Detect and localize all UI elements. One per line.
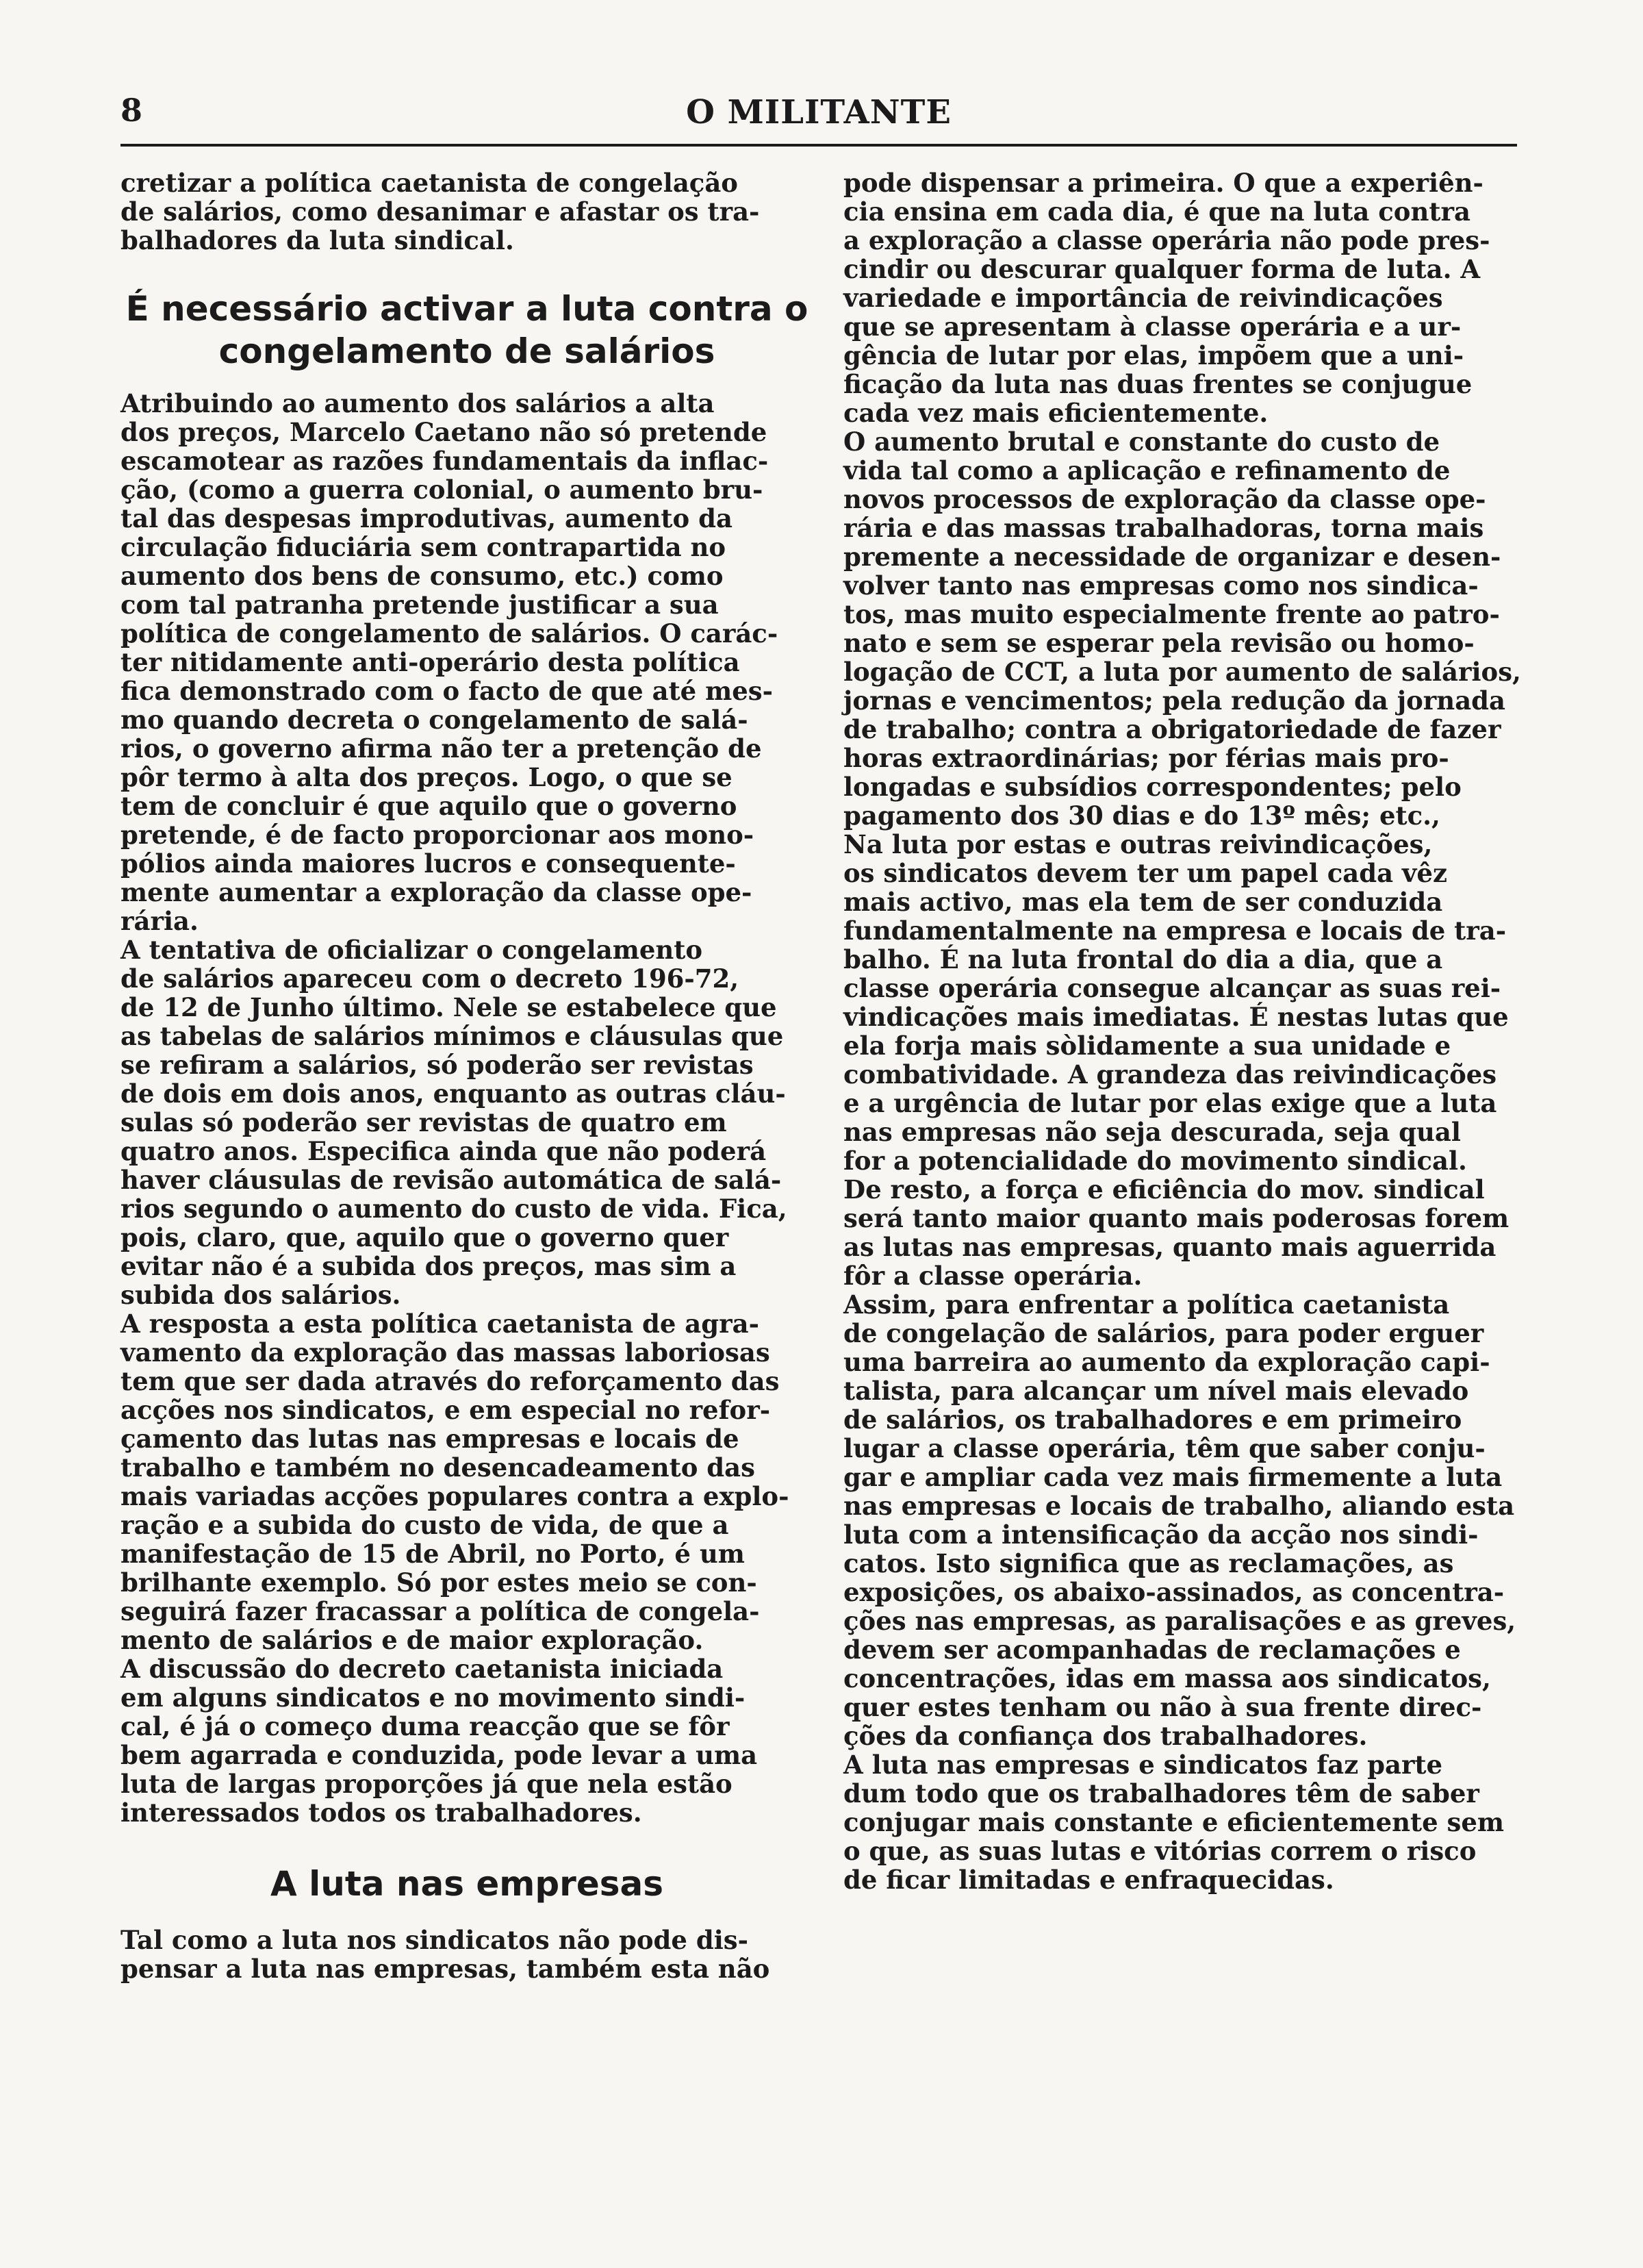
page-header	[120, 88, 1517, 147]
left-column	[120, 168, 813, 1983]
section-heading-wage-freeze: É necessário activar a luta contra o congelamento de salários	[125, 289, 808, 371]
paragraph: pode dispensar a primeira. O que a experiên- cia ensina em cada dia, é que na luta contra a exploração a classe operária não pode pres- cindir ou descurar qualquer forma de luta. A variedade e importância de reivindicações que se apresentam à classe operária e a ur- gência de lutar por elas, impõem que a uni- ficação da luta nas duas frentes se conjugue cada vez mais eficientemente.	[843, 168, 1490, 428]
paragraph: Tal como a luta nos sindicatos não pode dis- pensar a luta nas empresas, também esta não	[120, 1925, 770, 1984]
paragraph: Atribuindo ao aumento dos salários a alta dos preços, Marcelo Caetano não só pretende escamotear as razões fundamentais da inflac- ção, (como a guerra colonial, o aumento bru- tal das despesas improdutivas, aumento da circulação fiduciária sem contrapartida no aumento dos bens de consumo, etc.) como com tal patranha pretende justificar a sua política de congelamento de salários. O carác- ter nitidamente anti-operário desta política fica demonstrado com o facto de que até mes- mo quando decreta o congelamento de salá- rios, o governo afirma não ter a pretenção de pôr termo à alta dos preços. Logo, o que se tem de concluir é que aquilo que o governo pretende, é de facto proporcionar aos mono- pólios ainda maiores lucros e consequente- mente aumentar a exploração da classe ope- rária.	[120, 388, 778, 936]
paragraph: O aumento brutal e constante do custo de vida tal como a aplicação e refinamento de novos processos de exploração da classe ope- rária e das massas trabalhadoras, torna mais premente a necessidade de organizar e desen- volver tanto nas empresas como nos sindica- tos, mas muito especialmente frente ao patro- nato e sem se esperar pela revisão ou homo- logação de CCT, a luta por aumento de salários, jornas e vencimentos; pela redução da jornada de trabalho; contra a obrigatoriedade de fazer horas extraordinárias; por férias mais pro- longadas e subsídios correspondentes; pelo pagamento dos 30 dias e do 13º mês; etc.,	[843, 427, 1521, 831]
page-number: 8	[120, 92, 143, 129]
publication-title: O MILITANTE	[686, 93, 952, 131]
paragraph: Assim, para enfrentar a política caetanista de congelação de salários, para poder erguer uma barreira ao aumento da exploração capi- talista, para alcançar um nível mais elevado de salários, os trabalhadores e em primeiro lugar a classe operária, têm que saber conju- gar e ampliar cada vez mais firmemente a luta nas empresas e locais de trabalho, aliando esta luta com a intensificação da acção nos sindi- catos. Isto significa que as reclamações, as exposições, os abaixo-assinados, as concentra- ções nas empresas, as paralisações e as greves, devem ser acompanhadas de reclamações e concentrações, idas em massa aos sindicatos, quer estes tenham ou não à sua frente direc- ções da confiança dos trabalhadores.	[843, 1289, 1516, 1751]
right-column	[843, 168, 1538, 1894]
paragraph-continuation: cretizar a política caetanista de congelação de salários, como desanimar e afastar os tra- balhadores da luta sindical.	[120, 168, 760, 255]
section-heading-company-struggle: A luta nas empresas	[270, 1864, 664, 1904]
paragraph: A luta nas empresas e sindicatos faz parte dum todo que os trabalhadores têm de saber conjugar mais constante e eficientemente sem o que, as suas lutas e vitórias correm o risco de ficar limitadas e enfraquecidas.	[843, 1750, 1505, 1895]
paragraph: Na luta por estas e outras reivindicações, os sindicatos devem ter um papel cada vêz mais activo, mas ela tem de ser conduzida fundamentalmente na empresa e locais de tra- balho. É na luta frontal do dia a dia, que a classe operária consegue alcançar as suas rei- vindicações mais imediatas. É nestas lutas que ela forja mais sòlidamente a sua unidade e combatividade. A grandeza das reivindicações e a urgência de lutar por elas exige que a luta nas empresas não seja descurada, seja qual for a potencialidade do movimento sindical. De resto, a força e eficiência do mov. sindical será tanto maior quanto mais poderosas forem as lutas nas empresas, quanto mais aguerrida fôr a classe operária.	[843, 829, 1510, 1291]
paragraph: A tentativa de oficializar o congelamento de salários apareceu com o decreto 196-72, de 12 de Junho último. Nele se estabelece que as tabelas de salários mínimos e cláusulas que se refiram a salários, só poderão ser revistas de dois em dois anos, enquanto as outras cláu- sulas só poderão ser revistas de quatro em quatro anos. Especifica ainda que não poderá haver cláusulas de revisão automática de salá- rios segundo o aumento do custo de vida. Fica, pois, claro, que, aquilo que o governo quer evitar não é a subida dos preços, mas sim a subida dos salários.	[120, 935, 787, 1310]
paragraph: A resposta a esta política caetanista de agra- vamento da exploração das massas laboriosas tem que ser dada através do reforçamento das acções nos sindicatos, e em especial no refor- çamento das lutas nas empresas e locais de trabalho e também no desencadeamento das mais variadas acções populares contra a explo- ração e a subida do custo de vida, de que a manifestação de 15 de Abril, no Porto, é um brilhante exemplo. Só por estes meio se con- seguirá fazer fracassar a política de congela- mento de salários e de maior exploração.	[120, 1309, 789, 1655]
paragraph: A discussão do decreto caetanista iniciada em alguns sindicatos e no movimento sindi- cal, é já o começo duma reacção que se fôr bem agarrada e conduzida, pode levar a uma luta de largas proporções já que nela estão interessados todos os trabalhadores.	[120, 1654, 758, 1828]
